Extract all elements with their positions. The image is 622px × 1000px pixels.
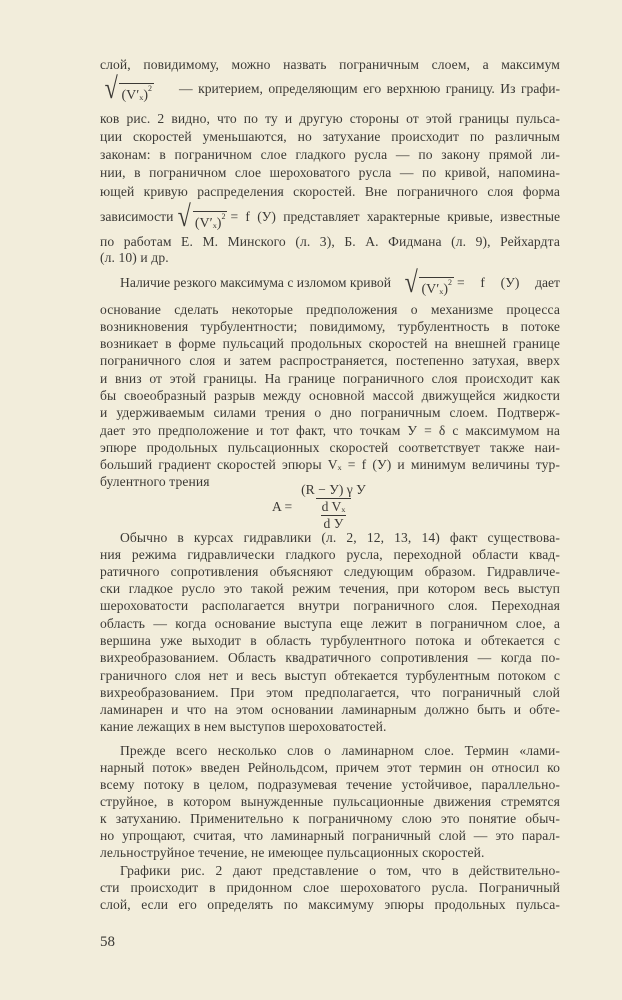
text-line: возникновения турбулентности; повидимому, турбулентность в потоке: [100, 319, 560, 334]
text-line: пограничного слоя и затем распространяется, постепенно затухая, вверх: [100, 353, 560, 368]
text-line: кание лежащих в нем выступов шероховатостей.: [100, 719, 387, 734]
text-line: Обычно в курсах гидравлики (л. 2, 12, 13, 14) факт существова-: [120, 530, 560, 545]
formula-line-3: [120, 268, 560, 298]
text-line: (л. 10) и др.: [100, 250, 169, 265]
radical-sign-icon: √: [404, 266, 418, 299]
radicand: (V′ₓ): [121, 88, 149, 103]
text-line: слой, если его определять по максимуму эпюры продольных пульса-: [100, 897, 560, 912]
text-line: ратичного сопротивления объясняют следующим образом. Гидравличе-: [100, 564, 560, 579]
text-line: слой, повидимому, можно назвать пограничным слоем, а максимум: [100, 57, 560, 72]
formula-A: [272, 482, 369, 532]
text-line: ния режима гидравлически гладкого русла, переходной области квад-: [100, 547, 560, 562]
text-line: вихреобразованием. Область квадратичного сопротивления — когда по-: [100, 650, 560, 665]
text-line: к затуханию. Применительно к пограничному слою это понятие обыч-: [100, 811, 560, 826]
text-line: бы своеобразный разрыв между основной массой движущейся жидкости: [100, 388, 560, 403]
text-line: основание сделать некоторые предположения о механизме процесса: [100, 302, 560, 317]
fraction: [298, 482, 369, 532]
text-line: вершина уже выходит в область турбулентного потока и обтекается с: [100, 633, 560, 648]
text-line: по работам Е. М. Минского (л. 3), Б. А. Фидмана (л. 9), Рейхардта: [100, 234, 560, 249]
radical-sign-icon: √: [178, 200, 192, 233]
text-line: струйное, в котором вынужденные пульсационные движения стремятся: [100, 794, 560, 809]
text-line: Прежде всего несколько слов о ламинарном слое. Термин «лами-: [120, 743, 560, 758]
text-fragment: зависимости: [100, 209, 174, 224]
sqrt-formula: [403, 268, 454, 298]
text-line: сти происходит в придонном слое шероховатого русла. Пограничный: [100, 880, 560, 895]
text-line: и удерживаемым силами трения о дно пограничным слоем. Подтверж-: [100, 405, 560, 420]
formula-line-2: [100, 202, 560, 232]
text-line: нии, в пограничном слое шероховатого русла — по кривой, напомина-: [100, 165, 560, 180]
numerator: (R − У) γ У: [301, 482, 366, 497]
text-fragment: = f (У) дает: [457, 275, 560, 290]
den-top: d Vₓ: [321, 499, 346, 514]
text-fragment: = f (У) представляет характерные кривые, известные: [230, 209, 560, 224]
text-line: булентного трения: [100, 474, 210, 489]
radicand: (V′ₓ): [194, 216, 222, 231]
text-line: вихреобразованием. При этом предполагается, что пограничный слой: [100, 685, 560, 700]
sqrt-formula: [176, 202, 227, 232]
radicand: (V′ₓ): [421, 282, 449, 297]
sqrt-formula: [103, 74, 154, 104]
text-line: лельноструйное течение, не имеющее пульсационных скоростей.: [100, 845, 485, 860]
text-line: ции скоростей уменьшаются, но затухание происходит по различным: [100, 129, 560, 144]
text-line: нарный поток» введен Рейнольдсом, причем этот термин он относил ко: [100, 760, 560, 775]
formula-lhs: A =: [272, 499, 293, 514]
text-line: эпюре продольных пульсационных скоростей соответствует также наи-: [100, 440, 560, 455]
text-line: Графики рис. 2 дают представление о том, что в действительно-: [120, 863, 560, 878]
text-line: возникает в форме пульсаций продольных скоростей на внешней границе: [100, 336, 560, 351]
text-line: больший градиент скоростей эпюры Vₓ = f (У) и минимум величины тур-: [100, 457, 560, 472]
text-line: но упрощают, считая, что ламинарный пограничный слой — это парал-: [100, 828, 560, 843]
text-line: всему потоку в целом, подразумевая течение устойчивое, параллельно-: [100, 777, 560, 792]
den-bottom: d У: [321, 515, 347, 532]
power: 2: [448, 278, 453, 287]
radical-sign-icon: √: [104, 72, 118, 105]
power: 2: [148, 84, 153, 93]
text-line: ков рис. 2 видно, что по ту и другую стороны от этой границы пульса-: [100, 111, 560, 126]
text-line: и вниз от этой границы. На границе пограничного слоя происходит как: [100, 371, 560, 386]
page-number: 58: [100, 934, 115, 950]
text-line: область — когда основание выступа еще лежит в пограничном слое, а: [100, 616, 560, 631]
power: 2: [221, 212, 226, 221]
text-line: дает это предположение и тот факт, что точкам У = δ с максимумом на: [100, 423, 560, 438]
formula-line-1: [100, 74, 560, 104]
text-line: законам: в пограничном слое гладкого русла — по закону прямой ли-: [100, 147, 560, 162]
text-line: — критерием, определяющим его верхнюю границу. Из графи-: [179, 81, 560, 96]
text-line: граничного слоя нет и весь выступ обтекается турбулентным потоком с: [100, 668, 560, 683]
text-line: ламинарен и что на этом основании ламинарным должно быть и обте-: [100, 702, 560, 717]
text-line: шероховатости располагается внутри пограничного слоя. Переходная: [100, 598, 560, 613]
denominator: [316, 498, 352, 532]
text-fragment: Наличие резкого максимума с изломом кривой: [120, 275, 391, 290]
text-line: ски гладкое русло это такой режим течения, при котором весь выступ: [100, 581, 560, 596]
text-line: ющей кривую распределения скоростей. Вне пограничного слоя форма: [100, 184, 560, 199]
